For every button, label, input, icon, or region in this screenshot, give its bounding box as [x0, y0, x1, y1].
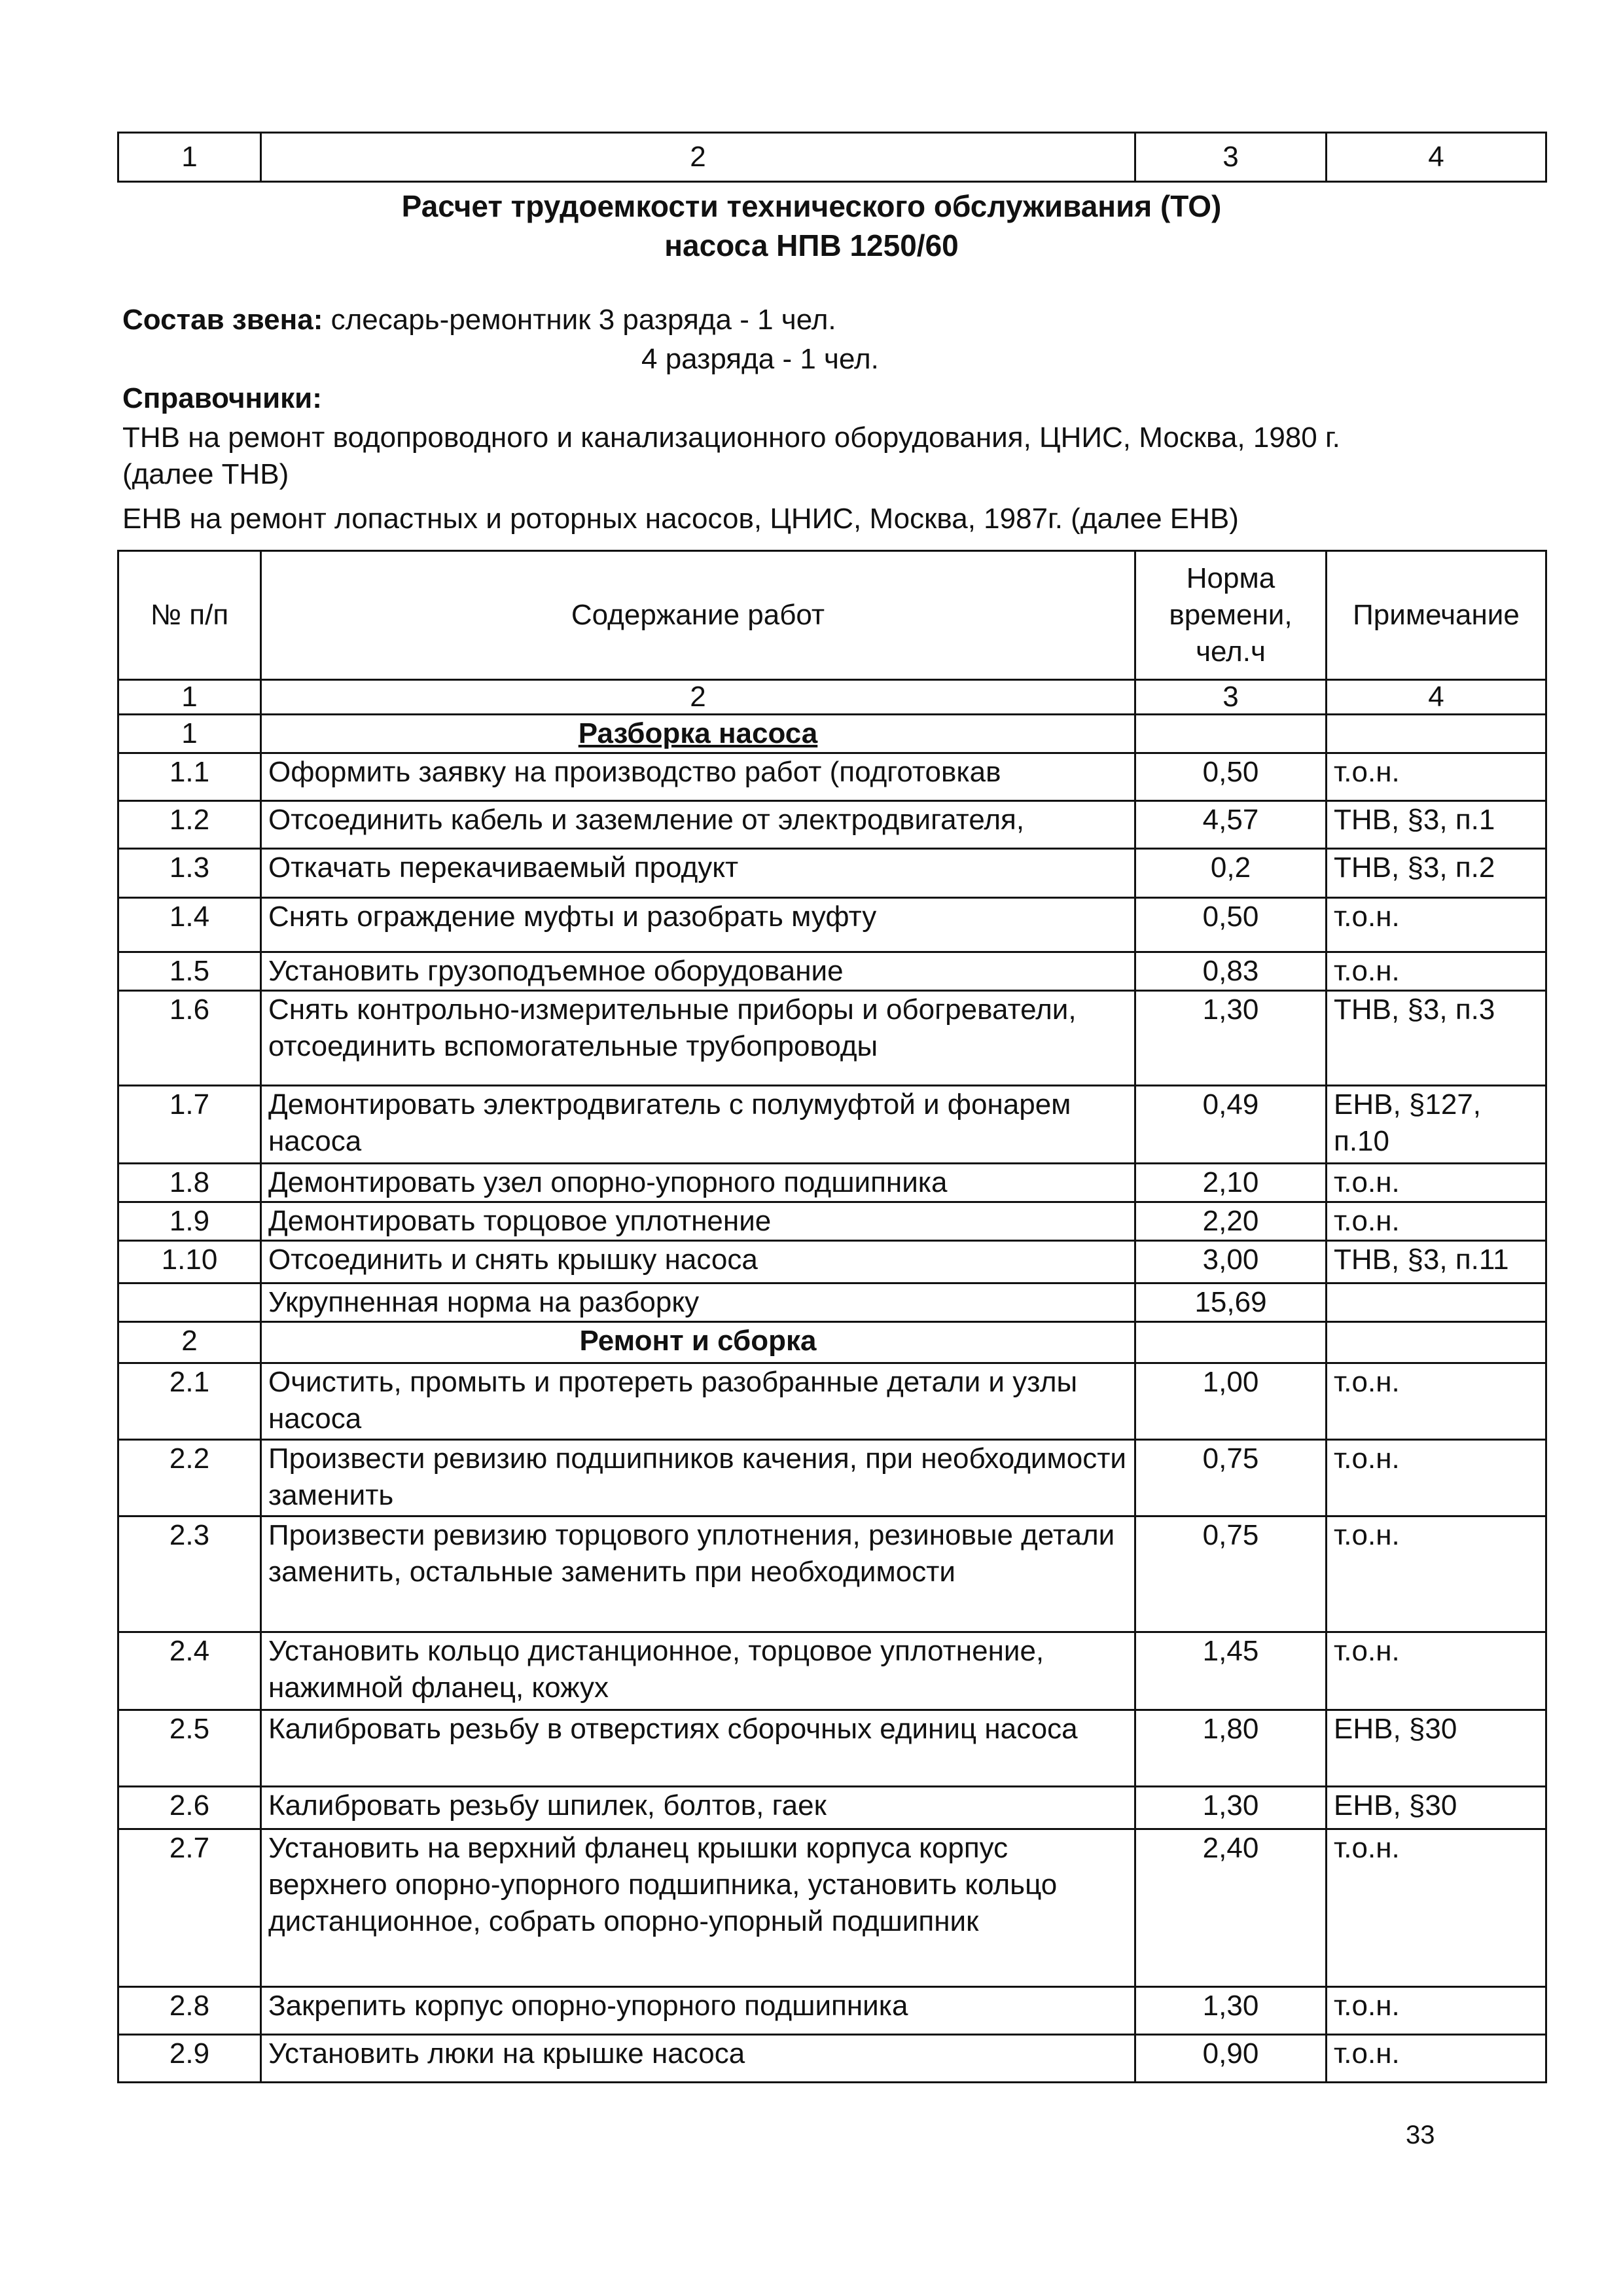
row-note: т.о.н. [1327, 1164, 1546, 1202]
row-num: 1.3 [118, 849, 261, 898]
row-content: Снять контрольно-измерительные приборы и обогреватели, отсоединить вспомогательные трубопроводы [261, 991, 1135, 1086]
row-content: Демонтировать узел опорно-упорного подшипника [261, 1164, 1135, 1202]
row-content: Демонтировать торцовое уплотнение [261, 1202, 1135, 1241]
row-num: 1.2 [118, 801, 261, 849]
row-content: Калибровать резьбу в отверстиях сборочных единиц насоса [261, 1710, 1135, 1787]
row-num [118, 1283, 261, 1322]
row-content: Отсоединить и снять крышку насоса [261, 1241, 1135, 1283]
row-note: т.о.н. [1327, 952, 1546, 991]
row-content: Установить кольцо дистанционное, торцовое уплотнение, нажимной фланец, кожух [261, 1632, 1135, 1710]
crew-text1: слесарь-ремонтник 3 разряда - 1 чел. [330, 304, 836, 336]
table-row [118, 1440, 1546, 1516]
row-norm: 1,30 [1135, 991, 1327, 1086]
column-number-row [118, 680, 1546, 715]
row-content: Оформить заявку на производство работ (подготовкав [261, 753, 1135, 801]
row-norm: 0,50 [1135, 898, 1327, 952]
row-num: 2.7 [118, 1829, 261, 1987]
table-row [118, 1363, 1546, 1440]
col-number-1: 1 [118, 680, 261, 715]
table-row [118, 1632, 1546, 1710]
row-num: 1.10 [118, 1241, 261, 1283]
table-row [118, 801, 1546, 849]
labor-table [117, 550, 1547, 2083]
header-number-strip [117, 132, 1547, 183]
row-norm: 1,45 [1135, 1632, 1327, 1710]
row-num: 1.5 [118, 952, 261, 991]
row-note: т.о.н. [1327, 2035, 1546, 2083]
table-row [118, 2035, 1546, 2083]
row-note: т.о.н. [1327, 1202, 1546, 1241]
row-content: Калибровать резьбу шпилек, болтов, гаек [261, 1787, 1135, 1829]
row-norm: 3,00 [1135, 1241, 1327, 1283]
col-number-2: 2 [261, 680, 1135, 715]
row-norm [1135, 715, 1327, 753]
col-number-4: 4 [1327, 680, 1546, 715]
row-num: 2.8 [118, 1987, 261, 2035]
row-num: 2.5 [118, 1710, 261, 1787]
reference-tnv-short: (далее ТНВ) [122, 458, 289, 490]
row-note: т.о.н. [1327, 1440, 1546, 1516]
table-row [118, 1787, 1546, 1829]
header-col-4: 4 [1327, 133, 1546, 182]
row-num: 1.9 [118, 1202, 261, 1241]
row-norm: 0,90 [1135, 2035, 1327, 2083]
table-row [118, 1829, 1546, 1987]
table-row [118, 849, 1546, 898]
row-note: т.о.н. [1327, 1363, 1546, 1440]
row-note: ТНВ, §3, п.11 [1327, 1241, 1546, 1283]
row-note [1327, 715, 1546, 753]
row-content: Установить люки на крышке насоса [261, 2035, 1135, 2083]
row-note: ТНВ, §3, п.2 [1327, 849, 1546, 898]
row-num: 1.8 [118, 1164, 261, 1202]
table-row [118, 1516, 1546, 1632]
crew-text2: 4 разряда - 1 чел. [641, 343, 879, 375]
reference-env: ЕНВ на ремонт лопастных и роторных насосов, ЦНИС, Москва, 1987г. (далее ЕНВ) [122, 503, 1239, 535]
row-norm: 1,30 [1135, 1987, 1327, 2035]
row-num: 2.2 [118, 1440, 261, 1516]
row-num: 2.9 [118, 2035, 261, 2083]
header-col-3: 3 [1135, 133, 1327, 182]
row-norm: 2,10 [1135, 1164, 1327, 1202]
row-norm [1135, 1322, 1327, 1363]
row-num: 1.4 [118, 898, 261, 952]
row-norm: 2,20 [1135, 1202, 1327, 1241]
table-row [118, 1710, 1546, 1787]
row-num: 1.1 [118, 753, 261, 801]
header-col-2: 2 [261, 133, 1135, 182]
table-row [118, 1987, 1546, 2035]
row-content: Установить грузоподъемное оборудование [261, 952, 1135, 991]
row-norm: 1,00 [1135, 1363, 1327, 1440]
row-num: 1.6 [118, 991, 261, 1086]
header-norm-line3: чел.ч [1196, 636, 1266, 668]
row-note: т.о.н. [1327, 1987, 1546, 2035]
row-content: Укрупненная норма на разборку [261, 1283, 1135, 1322]
table-row [118, 1086, 1546, 1164]
header-content: Содержание работ [261, 551, 1135, 680]
row-norm: 0,75 [1135, 1440, 1327, 1516]
row-norm: 0,50 [1135, 753, 1327, 801]
table-row [118, 1202, 1546, 1241]
row-norm: 0,75 [1135, 1516, 1327, 1632]
row-norm: 15,69 [1135, 1283, 1327, 1322]
row-content: Отсоединить кабель и заземление от электродвигателя, [261, 801, 1135, 849]
row-note: ТНВ, §3, п.1 [1327, 801, 1546, 849]
table-row [118, 952, 1546, 991]
row-note: ЕНВ, §30 [1327, 1787, 1546, 1829]
page-number: 33 [1406, 2121, 1435, 2149]
header-norm-line1: Норма [1186, 562, 1275, 594]
row-num: 1.7 [118, 1086, 261, 1164]
table-row [118, 991, 1546, 1086]
row-note [1327, 1322, 1546, 1363]
table-row [118, 1164, 1546, 1202]
row-content: Произвести ревизию подшипников качения, при необходимости заменить [261, 1440, 1135, 1516]
row-note: ТНВ, §3, п.3 [1327, 991, 1546, 1086]
crew-line1 [122, 301, 836, 339]
row-note: ЕНВ, §127, п.10 [1327, 1086, 1546, 1164]
reference-tnv: ТНВ на ремонт водопроводного и канализационного оборудования, ЦНИС, Москва, 1980 г. [122, 422, 1340, 454]
header-col-1: 1 [118, 133, 261, 182]
row-note: т.о.н. [1327, 898, 1546, 952]
table-row [118, 753, 1546, 801]
row-note: т.о.н. [1327, 1632, 1546, 1710]
row-norm: 1,80 [1135, 1710, 1327, 1787]
table-row [118, 1283, 1546, 1322]
row-num: 2.1 [118, 1363, 261, 1440]
table-row [118, 1241, 1546, 1283]
header-note: Примечание [1327, 551, 1546, 680]
row-content: Закрепить корпус опорно-упорного подшипника [261, 1987, 1135, 2035]
table-row [118, 1322, 1546, 1363]
table-header-row [118, 551, 1546, 680]
row-note: т.о.н. [1327, 1829, 1546, 1987]
row-norm: 0,49 [1135, 1086, 1327, 1164]
row-content: Произвести ревизию торцового уплотнения, резиновые детали заменить, остальные заменить при необходимости [261, 1516, 1135, 1632]
row-norm: 4,57 [1135, 801, 1327, 849]
row-note: т.о.н. [1327, 1516, 1546, 1632]
row-note: ЕНВ, §30 [1327, 1710, 1546, 1787]
row-note: т.о.н. [1327, 753, 1546, 801]
row-num: 2.3 [118, 1516, 261, 1632]
table-row [118, 898, 1546, 952]
row-num: 1 [118, 715, 261, 753]
row-norm: 0,83 [1135, 952, 1327, 991]
row-content: Установить на верхний фланец крышки корпуса корпус верхнего опорно-упорного подшипника, установить кольцо дистанционное, собрать опорно-упорный подшипник [261, 1829, 1135, 1987]
row-num: 2 [118, 1322, 261, 1363]
header-num: № п/п [118, 551, 261, 680]
row-content: Демонтировать электродвигатель с полумуфтой и фонарем насоса [261, 1086, 1135, 1164]
references-label: Справочники: [122, 382, 322, 414]
section-title-text: Разборка насоса [578, 717, 818, 749]
page-title-line1: Расчет трудоемкости технического обслуживания (ТО) [401, 189, 1222, 223]
row-norm: 0,2 [1135, 849, 1327, 898]
section-title: Ремонт и сборка [261, 1322, 1135, 1363]
row-num: 2.4 [118, 1632, 261, 1710]
section-title [261, 715, 1135, 753]
row-content: Снять ограждение муфты и разобрать муфту [261, 898, 1135, 952]
row-content: Очистить, промыть и протереть разобранные детали и узлы насоса [261, 1363, 1135, 1440]
row-note [1327, 1283, 1546, 1322]
row-norm: 2,40 [1135, 1829, 1327, 1987]
page-title-line2: насоса НПВ 1250/60 [664, 228, 959, 262]
crew-label: Состав звена: [122, 304, 323, 336]
header-norm-line2: времени, [1169, 599, 1293, 631]
table-row [118, 715, 1546, 753]
row-num: 2.6 [118, 1787, 261, 1829]
header-norm [1135, 551, 1327, 680]
col-number-3: 3 [1135, 680, 1327, 715]
row-content: Откачать перекачиваемый продукт [261, 849, 1135, 898]
row-norm: 1,30 [1135, 1787, 1327, 1829]
